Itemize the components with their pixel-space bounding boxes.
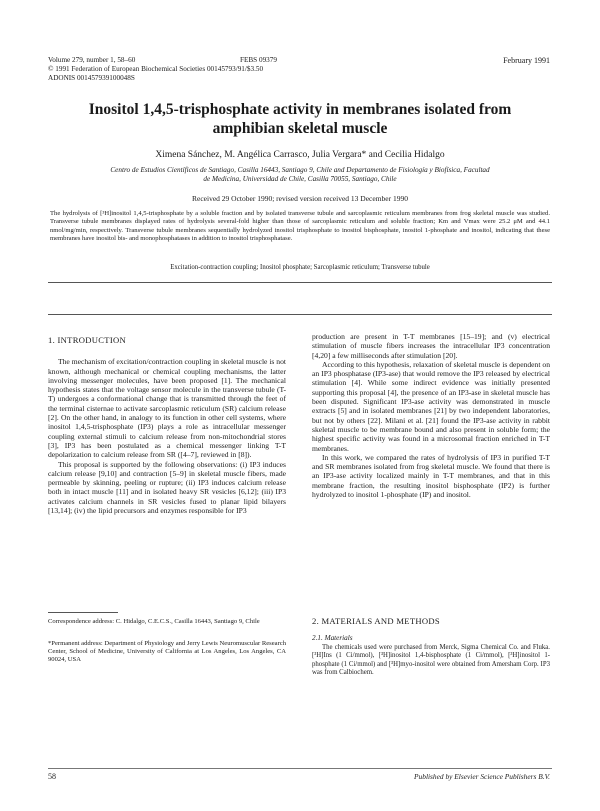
affiliation <box>50 166 550 184</box>
journal-volume: Volume 279, number 1, 58–60 <box>48 56 136 64</box>
febs-code: FEBS 09379 <box>240 56 277 64</box>
authors: Ximena Sánchez, M. Angélica Carrasco, Julia Vergara* and Cecilia Hidalgo <box>155 150 445 160</box>
article-title <box>60 100 540 138</box>
footnote-correspondence: Correspondence address: C. Hidalgo, C.E.C.S., Casilla 16443, Santiago 9, Chile <box>48 618 260 625</box>
journal-citation <box>48 56 263 83</box>
issue-date: February 1991 <box>503 56 550 65</box>
intro-paragraph-5: In this work, we compared the rates of hydrolysis of IP3 in purified T-T and SR membranes isolated from frog skeletal muscle. We found that there is an IP3-ase activity localized mainly in T-T membranes, and that in this membrane fraction, the resulting inositol bisphosphate (IP2) is further hydrolyzed to inositol 1-phosphate (IP) and inositol. <box>312 452 550 500</box>
affiliation-line-1: Centro de Estudios Científicos de Santiago, Casilla 16443, Santiago 9, Chile and Departamento de Fisiología y Biofísica, Facultad <box>110 166 490 174</box>
keywords: Excitation-contraction coupling; Inositol phosphate; Sarcoplasmic reticulum; Transverse tubule <box>170 264 430 271</box>
materials-paragraph: The chemicals used were purchased from Merck, Sigma Chemical Co. and Fluka. [³H]Ins (1 Ci/mmol), [³H]inositol 1,4-bisphosphate (1 Ci/mmol), [³H]inositol 1-phosphate (1 Ci/mmol) and [³H]myo-inositol were obtained from Amersham Corp. IP3 was from Calbiochem. <box>312 644 550 676</box>
publisher-line: Published by Elsevier Science Publishers B.V. <box>414 772 550 781</box>
adonis-code: ADONIS 001457939100048S <box>48 74 135 82</box>
divider-body <box>48 314 552 315</box>
abstract: The hydrolysis of [³H]inositol 1,4,5-trisphosphate by a soluble fraction and by isolated transverse tubule and sarcoplasmic reticulum membranes from frog skeletal muscle was studied. Transverse tubule membranes displayed rates of hydrolysis several-fold higher than those of sarcoplasmic reticulum and soluble fraction; Km and Vmax were 25.2 μM and 44.1 nmol/mg/min, respectively. Transverse tubule membranes sequentially hydrolyzed inositol trisphosphate to inositol bisphosphate, inositol 1-phosphate and inositol, indicating that these membranes have inositol bis- and monophosphatases in addition to inositol trisphosphatase. <box>50 210 550 243</box>
subsection-heading-materials: 2.1. Materials <box>312 634 353 642</box>
intro-paragraph-3: production are present in T-T membranes [15–19]; and (v) electrical stimulation of muscle fibers increases the intracellular IP3 concentration [4,20] a few milliseconds after stimulation [20]. <box>312 332 550 360</box>
intro-paragraph-1: The mechanism of excitation/contraction coupling in skeletal muscle is not known, although mechanical or chemical coupling mechanisms, the latter involving messenger molecules, have been proposed [1]. The mechanical hypothesis states that the voltage sensor molecule in the transverse tubule (T-T) undergoes a conformational change that is transmitted through the feet of the terminal cisternae to activate sarcoplasmic reticulum (SR) calcium release [2]. On the other hand, in analogy to its function in other cell systems, where inositol 1,4,5-trisphosphate (IP3) plays a role as intracellular messenger coupling external stimuli to calcium release from non-mitochondrial stores [3], IP3 has been postulated as a chemical messenger linking T-T depolarization to calcium release from SR ([4–7], reviewed in [8]). <box>48 357 286 460</box>
affiliation-line-2: de Medicina, Universidad de Chile, Casilla 70055, Santiago, Chile <box>203 175 397 183</box>
section-heading-introduction: 1. INTRODUCTION <box>48 335 127 345</box>
intro-paragraph-2: This proposal is supported by the following observations: (i) IP3 induces calcium release [9,10] and contraction [5–9] in skeletal muscle fibers, made permeable by skinning, peeling or rupture; (ii) IP3 induces calcium release both in intact muscle [11] and in isolated heavy SR vesicles [6,12]; (iii) IP3 activates calcium channels in SR vesicles fused to planar lipid bilayers [13,14]; (iv) the lipid precursors and enzymes responsible for IP3 <box>48 459 286 516</box>
divider-bottom <box>48 768 552 769</box>
left-column <box>48 336 286 515</box>
divider-top <box>48 282 552 283</box>
page-number: 58 <box>48 772 56 781</box>
right-column <box>312 332 550 499</box>
copyright-line: © 1991 Federation of European Biochemical Societies 00145793/91/$3.50 <box>48 65 264 73</box>
footnote-rule <box>48 612 118 613</box>
received-dates: Received 29 October 1990; revised version received 13 December 1990 <box>192 194 408 203</box>
intro-paragraph-4: According to this hypothesis, relaxation of skeletal muscle is dependent on an IP3 phosphatase (IP3-ase) that would remove the IP3 released by electrical stimulation [4]. While some indirect evidence was initially presented supporting this proposal [4], the presence of an IP3-ase in skeletal muscle has been disputed. Significant IP3-ase activity was demonstrated in muscle extracts [5] and in isolated membranes [21] by two independent laboratories, but not by others [22]. Milani et al. [21] found the IP3-ase activity in rabbit skeletal muscle to be membrane bound and also present in soluble form; the highest specific activity was found in a microsomal fraction enriched in T-T membranes. <box>312 359 550 453</box>
footnote-permanent-address: *Permanent address: Department of Physiology and Jerry Lewis Neuromuscular Research Center, School of Medicine, University of California at Los Angeles, Los Angeles, CA 90024, USA <box>48 640 286 664</box>
title-line-2: amphibian skeletal muscle <box>212 120 388 137</box>
title-line-1: Inositol 1,4,5-trisphosphate activity in membranes isolated from <box>88 101 512 118</box>
section-heading-methods: 2. MATERIALS AND METHODS <box>312 616 440 626</box>
